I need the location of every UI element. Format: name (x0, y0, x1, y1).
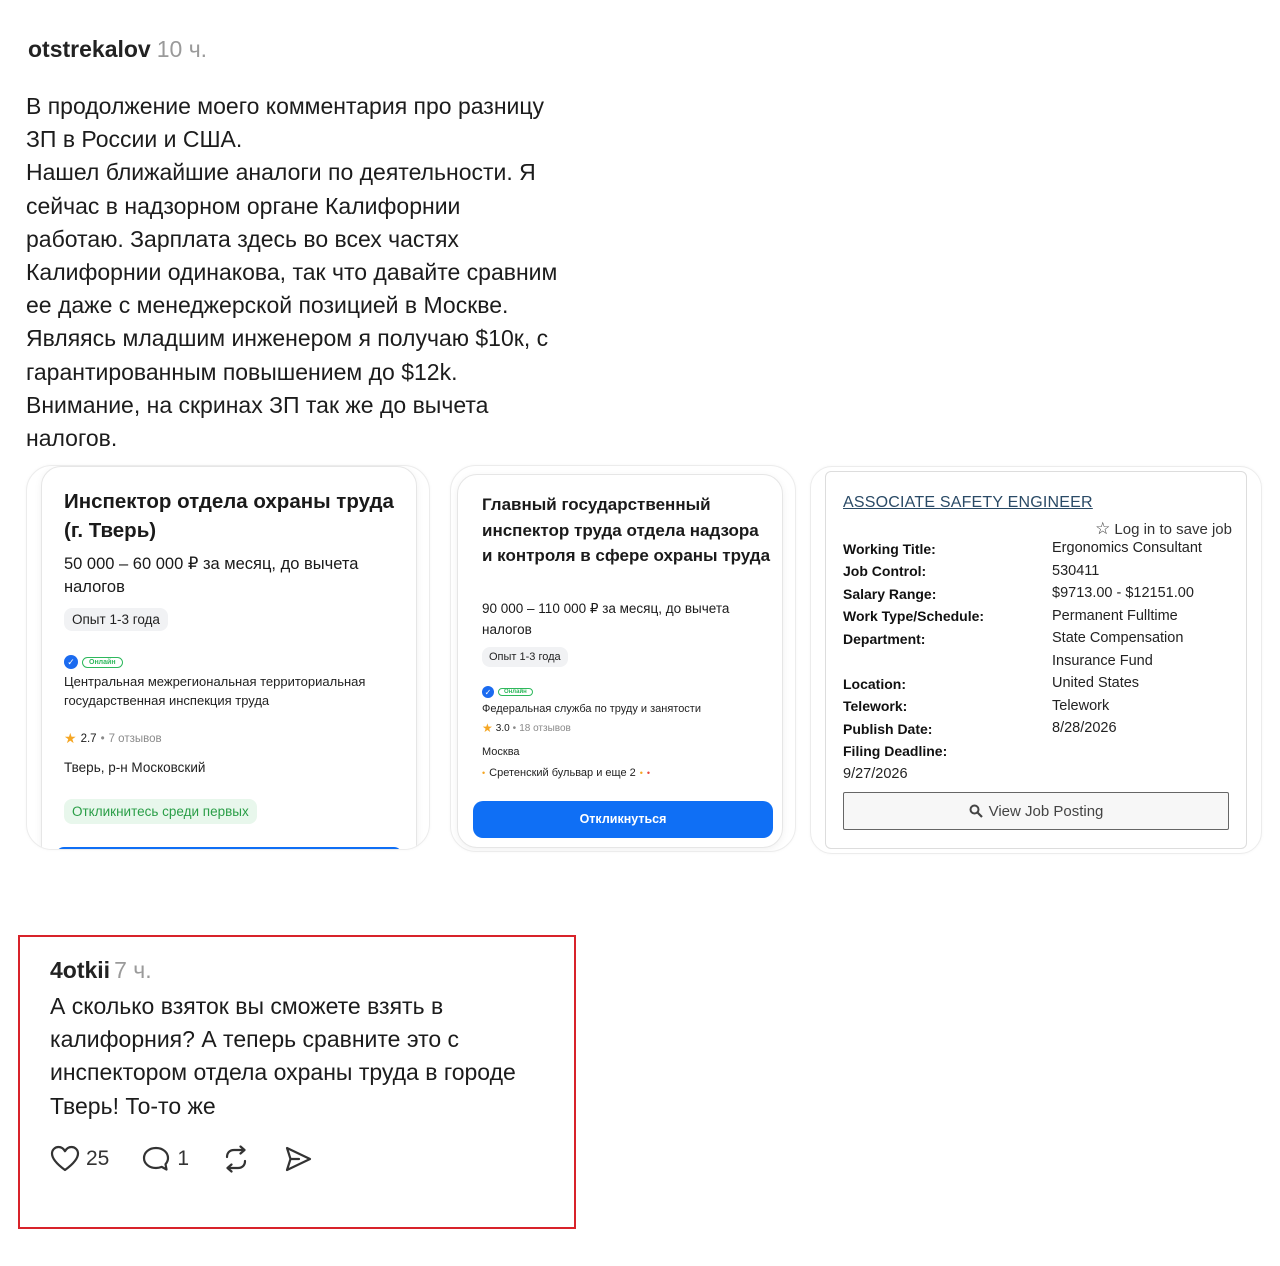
job-posting-card (825, 471, 1247, 849)
job-title-link[interactable]: ASSOCIATE SAFETY ENGINEER (843, 494, 1093, 511)
value-work-type: Permanent Fulltime (1052, 608, 1178, 624)
reviews-count[interactable]: 18 отзывов (519, 722, 571, 734)
comment-count: 1 (177, 1147, 190, 1170)
post-header (28, 36, 207, 63)
highlighted-reply (18, 935, 576, 1229)
vacancy-card-1 (41, 466, 417, 850)
view-job-posting-label: View Job Posting (988, 802, 1104, 820)
value-working-title: Ergonomics Consultant (1052, 540, 1202, 556)
metro-dot-icon: • (639, 768, 643, 778)
vacancy-salary: 90 000 – 110 000 ₽ за месяц, до вычета налогов (482, 601, 730, 637)
metro-dot-icon: • (482, 768, 486, 778)
rating-row (482, 721, 571, 735)
value-publish-date: 8/28/2026 (1052, 720, 1117, 736)
star-outline-icon: ☆ (1095, 519, 1111, 538)
like-button[interactable] (50, 1145, 109, 1173)
label-department: Department: (843, 631, 926, 647)
employer-badges (64, 655, 123, 669)
row-job-control (843, 563, 926, 579)
reply-time: 7 ч. (114, 957, 152, 983)
rating-separator: • (100, 732, 105, 745)
value-department-line2: Insurance Fund (1052, 653, 1153, 669)
row-working-title (843, 541, 936, 557)
experience-tag: Опыт 1-3 года (482, 647, 568, 667)
image-hh-vacancy-2[interactable] (450, 465, 796, 852)
value-department-line1: State Compensation (1052, 630, 1184, 646)
employer-name[interactable]: Центральная межрегиональная территориальная государственная инспекция труда (64, 674, 366, 708)
share-button[interactable] (283, 1145, 313, 1173)
metro-row (482, 767, 650, 779)
view-job-posting-button[interactable] (843, 792, 1229, 830)
rating-value: 3.0 (495, 722, 510, 734)
image-hh-vacancy-1[interactable] (26, 465, 430, 850)
label-location: Location: (843, 676, 906, 692)
comment-button[interactable] (141, 1145, 189, 1173)
heart-icon (50, 1145, 80, 1173)
star-icon: ★ (482, 721, 493, 735)
verified-icon: ✓ (64, 655, 78, 669)
reviews-count[interactable]: 7 отзывов (108, 732, 162, 745)
row-department (843, 631, 925, 647)
online-badge: Онлайн (498, 688, 533, 696)
online-badge: Онлайн (82, 657, 123, 668)
value-filing-deadline: 9/27/2026 (843, 766, 908, 782)
label-publish-date: Publish Date: (843, 721, 933, 737)
star-icon: ★ (64, 730, 77, 746)
reply-header (50, 957, 152, 984)
image-calcareers-posting[interactable] (810, 466, 1262, 854)
post-time: 10 ч. (156, 36, 208, 62)
vacancy-location: Тверь, р-н Московский (64, 760, 206, 775)
apply-button[interactable]: Откликнуться (473, 801, 773, 838)
apply-early-badge[interactable]: Откликнитесь среди первых (64, 799, 257, 824)
vacancy-salary: 50 000 – 60 000 ₽ за месяц, до вычета налогов (64, 555, 359, 596)
employer-name[interactable]: Федеральная служба по труду и занятости (482, 703, 701, 715)
label-salary-range: Salary Range: (843, 586, 937, 602)
label-work-type: Work Type/Schedule: (843, 608, 985, 624)
verified-icon: ✓ (482, 686, 494, 698)
value-location: United States (1052, 675, 1140, 691)
vacancy-title: Инспектор отдела охраны труда (г. Тверь) (64, 490, 394, 542)
vacancy-title: Главный государственный инспектор труда отдела надзора и контроля в сфере охраны труда (482, 495, 771, 565)
repost-icon (221, 1145, 251, 1173)
like-count: 25 (86, 1147, 110, 1170)
vacancy-city: Москва (482, 746, 520, 758)
metro-dot-icon: • (646, 768, 651, 778)
label-telework: Telework: (843, 698, 908, 714)
row-location (843, 676, 906, 692)
rating-row (64, 730, 162, 747)
row-salary-range (843, 586, 936, 602)
label-filing-deadline: Filing Deadline: (843, 743, 948, 759)
comment-icon (141, 1145, 171, 1173)
label-job-control: Job Control: (843, 563, 927, 579)
value-telework: Telework (1052, 698, 1110, 714)
employer-badges (482, 686, 533, 698)
share-icon (283, 1145, 313, 1173)
experience-tag: Опыт 1-3 года (64, 608, 168, 631)
save-job-link[interactable] (1095, 519, 1232, 539)
row-filing-deadline (843, 743, 947, 759)
reply-actions (50, 1145, 345, 1173)
metro-stations: Сретенский бульвар и еще 2 (489, 767, 636, 779)
row-work-type (843, 608, 984, 624)
label-working-title: Working Title: (843, 541, 936, 557)
vacancy-card-2 (457, 474, 783, 848)
row-publish-date (843, 721, 932, 737)
apply-button-edge[interactable] (56, 847, 402, 850)
row-telework (843, 698, 907, 714)
value-job-control: 530411 (1052, 563, 1100, 579)
search-icon (969, 804, 983, 818)
reply-text: А сколько взяток вы сможете взять в калифорния? А теперь сравните это с инспектором отдела охраны труда в городе Тверь! То-то же (50, 993, 516, 1119)
post-username[interactable]: otstrekalov (28, 36, 151, 62)
post-text: В продолжение моего комментария про разницу ЗП в России и США. Нашел ближайшие аналоги по деятельности. Я сейчас в надзорном органе Калифорнии работаю. Зарплата здесь во всех частях Калифорнии одинакова, так что давайте сравним ее даже с менеджерской позицией в Москве. Являясь младшим инженером я получаю $10к, с гарантированным повышением до $12k. Внимание, на скринах ЗП так же до вычета налогов. (26, 93, 558, 452)
rating-value: 2.7 (80, 732, 97, 745)
repost-button[interactable] (221, 1145, 251, 1173)
value-salary-range: $9713.00 - $12151.00 (1052, 585, 1194, 601)
save-job-label: Log in to save job (1114, 520, 1232, 538)
reply-username[interactable]: 4otkii (50, 957, 111, 983)
rating-separator: • (512, 722, 517, 734)
